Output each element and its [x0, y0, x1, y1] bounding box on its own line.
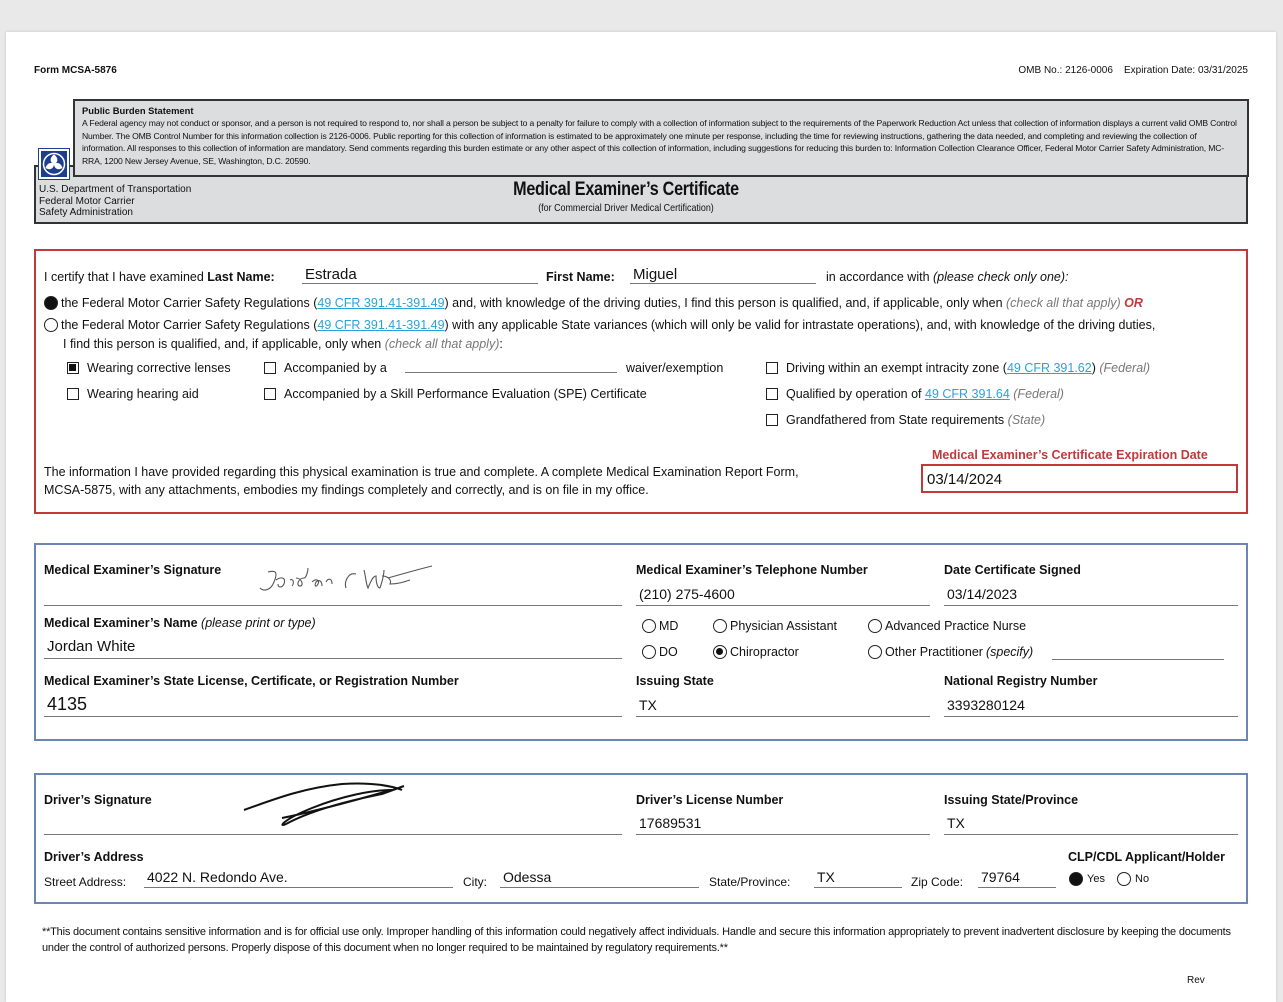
cond-hearing-aid[interactable] [67, 387, 199, 401]
type-md[interactable] [642, 619, 678, 633]
physician-assistant-label: Physician Assistant [730, 619, 837, 633]
or-label: OR [1124, 296, 1143, 310]
street-label: Street Address: [44, 875, 127, 889]
first-name-field[interactable]: Miguel [630, 266, 816, 284]
certify-intro [44, 270, 275, 284]
check-one-hint: (please check only one): [933, 270, 1069, 284]
accordance-text [826, 270, 1069, 284]
option2-line2-text: I find this person is qualified, and, if applicable, only when [63, 337, 382, 351]
option2-hint: (check all that apply) [384, 337, 500, 351]
registry-field[interactable]: 3393280124 [944, 697, 1238, 717]
zip-label: Zip Code: [911, 875, 964, 889]
cond-qualified-op[interactable] [766, 387, 1064, 401]
radio-do[interactable] [642, 645, 656, 659]
dot-triskelion-logo-icon [39, 149, 69, 179]
zip-field[interactable]: 79764 [978, 869, 1056, 888]
cfr-link-391-62[interactable]: 49 CFR 391.62 [1006, 361, 1092, 375]
option2-pre: the Federal Motor Carrier Safety Regulations ( [61, 318, 318, 332]
qualified-op-label: Qualified by operation of [786, 387, 922, 401]
revision-label: Rev [1187, 975, 1205, 986]
burden-title: Public Burden Statement [82, 105, 194, 116]
qualified-op-tag: (Federal) [1013, 387, 1064, 401]
agency-name [39, 184, 191, 219]
radio-chiropractor[interactable] [713, 645, 727, 659]
accompanied-waiver-label: Accompanied by a [284, 361, 387, 375]
hearing-aid-label: Wearing hearing aid [87, 387, 199, 401]
option2-text [61, 318, 1155, 332]
checkbox-grandfathered[interactable] [766, 414, 778, 426]
option2-line2 [63, 337, 503, 351]
city-label: City: [463, 875, 487, 889]
option1-pre: the Federal Motor Carrier Safety Regulations ( [61, 296, 318, 310]
page-subtitle: (for Commercial Driver Medical Certification) [538, 202, 714, 214]
attestation-line-2: MCSA-5875, with any attachments, embodies my findings completely and correctly, and is on file in my office. [44, 483, 649, 497]
driver-signature-label: Driver’s Signature [44, 793, 152, 807]
expiration-date-field[interactable]: 03/14/2024 [921, 464, 1238, 493]
agency-line-1: U.S. Department of Transportation [39, 184, 192, 195]
driver-signature-line [44, 817, 622, 835]
clp-label: CLP/CDL Applicant/Holder [1068, 850, 1225, 864]
date-signed-field[interactable]: 03/14/2023 [944, 586, 1238, 606]
clp-no-label: No [1135, 873, 1150, 885]
do-label: DO [659, 645, 678, 659]
examiner-name-field[interactable]: Jordan White [44, 638, 622, 659]
other-practitioner-hint: (specify) [985, 645, 1034, 659]
issuing-state-label: Issuing State [636, 674, 714, 688]
issuing-state-field[interactable]: TX [636, 697, 930, 717]
examiner-phone-label: Medical Examiner’s Telephone Number [636, 563, 868, 577]
cfr-link-391-41[interactable]: 49 CFR 391.41-391.49 [317, 296, 445, 310]
last-name-field[interactable]: Estrada [302, 266, 538, 284]
md-label: MD [659, 619, 679, 633]
driver-address-label: Driver’s Address [44, 850, 144, 864]
option1-text [61, 296, 1143, 310]
driver-issuing-field[interactable]: TX [944, 815, 1238, 835]
certify-intro-text: I certify that I have examined [44, 270, 204, 284]
radio-clp-yes[interactable] [1069, 872, 1083, 886]
checkbox-corrective-lenses[interactable] [67, 362, 79, 374]
state-label: State/Province: [709, 875, 791, 889]
clp-yes[interactable] [1069, 872, 1105, 886]
radio-clp-no[interactable] [1117, 872, 1131, 886]
cfr-link-391-41-b[interactable]: 49 CFR 391.41-391.49 [317, 318, 445, 332]
page-title: Medical Examiner’s Certificate [513, 179, 739, 200]
clp-yes-label: Yes [1087, 873, 1105, 885]
accompanied-spe-label: Accompanied by a Skill Performance Evaluation (SPE) Certificate [284, 387, 647, 401]
intracity-text [786, 361, 1150, 375]
attestation-statement [44, 463, 799, 499]
sensitivity-notice: **This document contains sensitive information and is for official use only. Improper handling of this information could negatively affect individuals. Handle and secure this information appropriately to prevent inadvertent disclosure by keeping the documents under the control of authorized persons. Properly dispose of this document when no longer required to be maintained by regulatory requirements.** [42, 926, 1231, 954]
checkbox-intracity[interactable] [766, 362, 778, 374]
cond-corrective-lenses[interactable] [67, 361, 231, 375]
option2-colon: : [499, 337, 503, 351]
driver-license-field[interactable]: 17689531 [636, 815, 930, 835]
public-burden-statement [73, 99, 1249, 177]
burden-text: A Federal agency may not conduct or sponsor, and a person is not required to respond to, nor shall a person be subject to a penalty for failure to comply with a collection of information subject to the requirements of the Paperwork Reduction Act unless that collection of information displays a current valid OMB Control Number. The OMB Control Number for this information collection is 2126-0006. Public reporting for this collection of information is estimated to be approximately one minute per response, including the time for reviewing instructions, gathering the data needed, and completing and reviewing the collection of information. All responses to this collection of information are mandatory. Send comments regarding this burden estimate or any other aspect of this collection of information, including suggestions for reducing this burden to: Information Collection Clearance Officer, Federal Motor Carrier Safety Administration, MC-RRA, 1200 New Jersey Avenue, SE, Washington, D.C. 20590. [82, 118, 1237, 166]
checkbox-hearing-aid[interactable] [67, 388, 79, 400]
examiner-signature-line [44, 588, 622, 606]
cond-accompanied-spe[interactable] [264, 387, 647, 401]
intracity-post: ) [1091, 361, 1096, 375]
certificate-title [426, 179, 826, 214]
intracity-label: Driving within an exempt intracity zone ( [786, 361, 1007, 375]
qualified-op-text [786, 387, 1064, 401]
checkbox-qualified-op[interactable] [766, 388, 778, 400]
other-practitioner-field[interactable] [1052, 646, 1224, 660]
document-page [6, 32, 1276, 1002]
date-signed-label: Date Certificate Signed [944, 563, 1081, 577]
grandfathered-label: Grandfathered from State requirements [786, 413, 1005, 427]
omb-info: OMB No.: 2126-0006 Expiration Date: 03/31/2025 [1018, 65, 1248, 76]
checkbox-accompanied-spe[interactable] [264, 388, 276, 400]
license-field[interactable]: 4135 [44, 694, 622, 717]
corrective-lenses-label: Wearing corrective lenses [87, 361, 231, 375]
cond-intracity[interactable] [766, 361, 1150, 375]
state-field[interactable]: TX [814, 869, 902, 888]
driver-issuing-label: Issuing State/Province [944, 793, 1079, 807]
form-id: Form MCSA-5876 [34, 65, 117, 76]
agency-line-2: Federal Motor Carrier [39, 195, 135, 207]
cfr-link-391-64[interactable]: 49 CFR 391.64 [925, 387, 1010, 401]
first-name-label: First Name: [546, 270, 615, 284]
option2-post: ) with any applicable State variances (which will only be valid for intrastate operations), and, with knowledge of the driving duties, [444, 318, 1156, 332]
type-advanced-practice-nurse[interactable] [868, 619, 1026, 633]
examiner-name-label-group [44, 616, 316, 630]
city-field[interactable]: Odessa [500, 869, 699, 888]
driver-license-label: Driver’s License Number [636, 793, 784, 807]
expiration-date-label: Medical Examiner’s Certificate Expiration Date [932, 448, 1208, 462]
license-label: Medical Examiner’s State License, Certificate, or Registration Number [44, 674, 459, 688]
advanced-practice-nurse-label: Advanced Practice Nurse [885, 619, 1027, 633]
examiner-signature-label: Medical Examiner’s Signature [44, 563, 222, 577]
radio-md[interactable] [642, 619, 656, 633]
option1-post: ) and, with knowledge of the driving duties, I find this person is qualified, and, if applicable, only when [444, 296, 1003, 310]
cond-accompanied-waiver[interactable] [264, 361, 387, 375]
option-state-variance[interactable] [44, 318, 1155, 332]
clp-no[interactable] [1117, 872, 1149, 886]
radio-federal-only[interactable] [44, 296, 58, 310]
examiner-name-label: Medical Examiner’s Name [44, 616, 198, 630]
waiver-suffix: waiver/exemption [626, 361, 724, 375]
waiver-field[interactable] [405, 359, 617, 373]
examiner-name-hint: (please print or type) [201, 616, 316, 630]
radio-advanced-practice-nurse[interactable] [868, 619, 882, 633]
cond-grandfathered[interactable] [766, 413, 1045, 427]
option-federal-only[interactable] [44, 296, 1143, 310]
radio-other-practitioner[interactable] [868, 645, 882, 659]
examiner-phone-field[interactable]: (210) 275-4600 [636, 586, 930, 606]
attestation-line-1: The information I have provided regarding this physical examination is true and complete. A complete Medical Examination Report Form, [44, 465, 799, 479]
accordance-label: in accordance with [826, 270, 930, 284]
type-physician-assistant[interactable] [713, 619, 837, 633]
checkbox-accompanied-waiver[interactable] [264, 362, 276, 374]
type-other-practitioner[interactable] [868, 645, 1033, 659]
option1-hint: (check all that apply) [1006, 296, 1121, 310]
chiropractor-label: Chiropractor [730, 645, 799, 659]
registry-label: National Registry Number [944, 674, 1098, 688]
grandfathered-text [786, 413, 1045, 427]
last-name-label: Last Name: [207, 270, 275, 284]
grandfathered-tag: (State) [1007, 413, 1046, 427]
radio-physician-assistant[interactable] [713, 619, 727, 633]
other-practitioner-label: Other Practitioner [885, 645, 983, 659]
type-chiropractor[interactable] [713, 645, 799, 659]
radio-state-variance[interactable] [44, 318, 58, 332]
type-do[interactable] [642, 645, 678, 659]
intracity-tag: (Federal) [1099, 361, 1151, 375]
agency-line-3: Safety Administration [39, 207, 133, 218]
street-field[interactable]: 4022 N. Redondo Ave. [144, 869, 453, 888]
